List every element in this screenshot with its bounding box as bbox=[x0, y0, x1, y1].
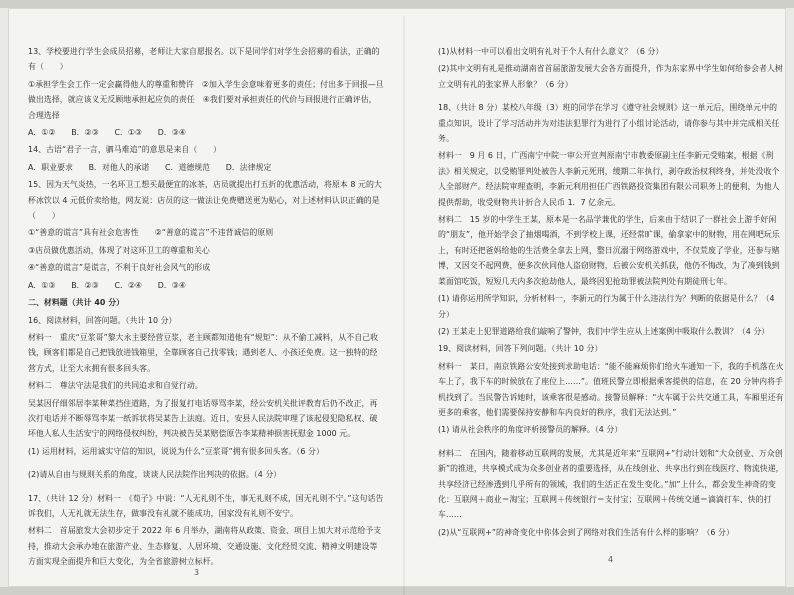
page-number-right: 4 bbox=[608, 555, 614, 564]
question-13-options: A．①② B．②③ C．①③ D．③④ bbox=[28, 128, 186, 138]
question-16-material-2-case: 吴某因仔细邻居李某种菜挡住道路，为了报复打电话辱骂李某，经公安机关批评教育后仍不改正，再次打电话并不断辱骂李某一纸诉状将吴某告上法庭。近日，安县人民法院审理了该起侵犯隐私权、破坏他人私人生活安宁的网络侵权纠纷，判决被告吴某赔偿原告李某精神损害抚慰金 1000 元。 bbox=[28, 398, 378, 439]
section-2-heading: 二、材料题（共计 40 分） bbox=[28, 298, 125, 308]
question-15-options: A．①③ B．②③ C．②④ D．③④ bbox=[28, 280, 186, 290]
question-19: 19、阅读材料，回答下列问题。（共计 10 分） bbox=[438, 344, 603, 354]
question-18-part-1: (1) 请你运用所学知识，分析材料一，李新元的行为属于什么违法行为？判断的依据是什么？（4 分） bbox=[438, 294, 775, 319]
scan-edge-bottom bbox=[0, 587, 794, 595]
question-15-statement-2: ③店员做优惠活动，体现了对这环卫工的尊重和关心 bbox=[28, 245, 210, 255]
page-fold bbox=[403, 16, 405, 595]
question-17-part-2: (2)其中文明有礼是推动湖南省首届旅游发展大会各方面提升，作为东家界中学生如何给参会者人树立文明有礼的张家界人形象？（6 分） bbox=[438, 64, 783, 89]
question-16-part-1: (1) 运用材料，运用诚实守信的知识，说说为什么“豆浆哥”拥有很多回头客。（6 分） bbox=[28, 446, 324, 456]
question-19-part-1: (1) 请从社会秩序的角度评析接警员的解释。（4 分） bbox=[438, 425, 623, 435]
question-19-part-2: (2)从“互联网+”的神奇变化中你体会到了网络对我们生活有什么样的影响？（6 分） bbox=[438, 527, 734, 537]
question-19-material-1: 材料一 某日，南京铁路公安处接到求助电话：“能不能麻烦你们给火车通知一下，我的手机落在火车上了，我下车的时候放在了座位上……”。值班民警立即根据乘客提供的信息，在 20 分钟内将手机找到了。当民警告诉她时，该乘客很是感动。接警员解释：“火车属于公共交通工具，车厢里还有更多的乘客，他们需要保持安静和车内良好的秩序，我们无法达到。” bbox=[438, 361, 784, 417]
question-16: 16、阅读材料，回答问题。（共计 10 分） bbox=[28, 315, 177, 325]
question-14-options: A．职业要求 B．对他人的承诺 C．道德规范 D．法律规定 bbox=[28, 162, 272, 172]
question-18-material-1: 材料一 9 月 6 日，广西南宁中院一审公开宣判原南宁市教委原副主任李新元受贿案，根据《刑法》相关规定，以受贿罪判处被告人李新元死刑，缓期二年执行，剥夺政治权利终身，并处没收个人全部财产。经法院审理查明，李新元利用担任广西铁路投资集团有限公司职务上的便利，为他人提供帮助，收受财物共计折合人民币 1．7 亿余元。 bbox=[438, 151, 780, 207]
question-18-material-2: 材料二 15 岁的中学生王某，原本是一名品学兼优的学生，后来由于结识了一群社会上游手好闲的“朋友”，他开始学会了抽烟喝酒，不到学校上课，还经常旷课，偷拿家中的财物，用在网吧玩乐上，有时还把爸妈给他的生活费全拿去上网，整日沉溺于网络游戏中，不仅荒废了学业，还参与赌博，又因交不起网费，便多次伙同他人盗窃财物，后被公安机关抓获，他仍不悔改，为了凑到钱到菜面馆吃饭，短短几天内多次抢劫他人，最终因犯抢劫罪被法院判处有期徒刑七年。 bbox=[438, 215, 780, 286]
question-16-material-2: 材料二 尊法守法是我们的共同追求和自觉行动。 bbox=[28, 381, 203, 391]
page-number-left: 3 bbox=[194, 568, 200, 577]
question-17-material-2: 材料二 首届旅发大会初步定于 2022 年 6 月举办，湖南将从政策、资金、项目上加大对示范给予支持，推动大会承办地在旅游产业、生态修复、人居环境、交通设施、文化经贸交流、精神文明建设等方面实现全面提升和巨大变化，为全省旅游树立标杆。 bbox=[28, 526, 382, 567]
question-15-statement-3: ④“善意的谎言”是谎言，不利于良好社会风气的形成 bbox=[28, 263, 211, 273]
question-19-material-2: 材料二 在国内，随着移动互联网的发展，尤其是近年来“互联网+”行动计划和“大众创业、万众创新”的推进，共享模式成为众多创业者的重要选择，从在线创业、共享出行到在线医疗、物流快递，共享经济已经渗透到几乎所有的领域，我们的生活正在发生变化。”加”上什么，都会发生神奇的变化：互联网＋商业＝淘宝；互联网＋传统银行＝支付宝；互联网＋传统交通＝滴滴打车、快的打车…… bbox=[438, 448, 784, 520]
question-16-material-1: 材料一 重庆“豆浆哥”黎大永主要经营豆浆，老主顾都知道他有“规矩”：从不偷工减料，从不自己收钱，顾客们都是自己把钱放进钱箱里，全靠顾客自己找零钱；遇到老人、小孩还免费。这一独特的经营方式，让至大永拥有很多回头客。 bbox=[28, 332, 379, 373]
exam-sheet bbox=[8, 8, 786, 587]
left-page bbox=[28, 44, 384, 572]
question-16-part-2: (2)请从自由与规则关系的角度，谈谈人民法院作出判决的依据。（4 分） bbox=[28, 470, 282, 480]
question-15: 15、因为天气炎热，一名环卫工想买最便宜的冰茶，店员就提出打五折的优惠活动，将原本 8 元的大杯冰饮以 4 元低价卖给他，网友说：店员的这一做法让免费赠送更为贴心，对上述材料认识正确的是（ ） bbox=[28, 180, 382, 221]
question-13-statements: ①承担学生会工作一定会赢得他人的尊重和赞许 ②加入学生会意味着更多的责任；付出多于回报—旦做出选择，就应该义无反顾地承担起应负的责任 ④我们要对承担责任的代价与回报进行正确评估，合理选择 bbox=[28, 79, 384, 120]
question-17: 17、（共计 12 分）材料一 《荀子》中说：“人无礼则不生，事无礼则不成，国无礼则不宁。”这句话告诉我们，人无礼就无法生存，做事没有礼就不能成功，国家没有礼则不安宁。 bbox=[28, 493, 384, 518]
scan-edge-top bbox=[0, 0, 794, 8]
question-18: 18、（共计 8 分）某校八年级（3）班的同学在学习《遵守社会规则》这一单元后，围绕单元中的重点知识，设计了学习活动并为对违法犯罪行为进行了小组讨论活动，请你参与其中并完成相关任务。 bbox=[438, 103, 780, 144]
question-14: 14、古语“君子一言，驷马难追”的意思是来自（ ） bbox=[28, 145, 222, 155]
question-13: 13、学校要进行学生会成员招募，老师让大家自愿报名。以下是同学们对学生会招募的看法，正确的有（ ） bbox=[28, 47, 380, 72]
question-17-part-1: (1)从材料一中可以看出文明有礼对于个人有什么意义？（6 分） bbox=[438, 47, 664, 56]
question-15-statement-1: ①“善意的谎言”具有社会危害性 ②“善意的谎言”不违背诚信的原则 bbox=[28, 228, 274, 238]
question-18-part-2: (2) 王某走上犯罪道路给我们敲响了警钟，我们中学生应从上述案例中吸取什么教训？（4 分） bbox=[438, 326, 770, 336]
right-page bbox=[438, 44, 784, 542]
